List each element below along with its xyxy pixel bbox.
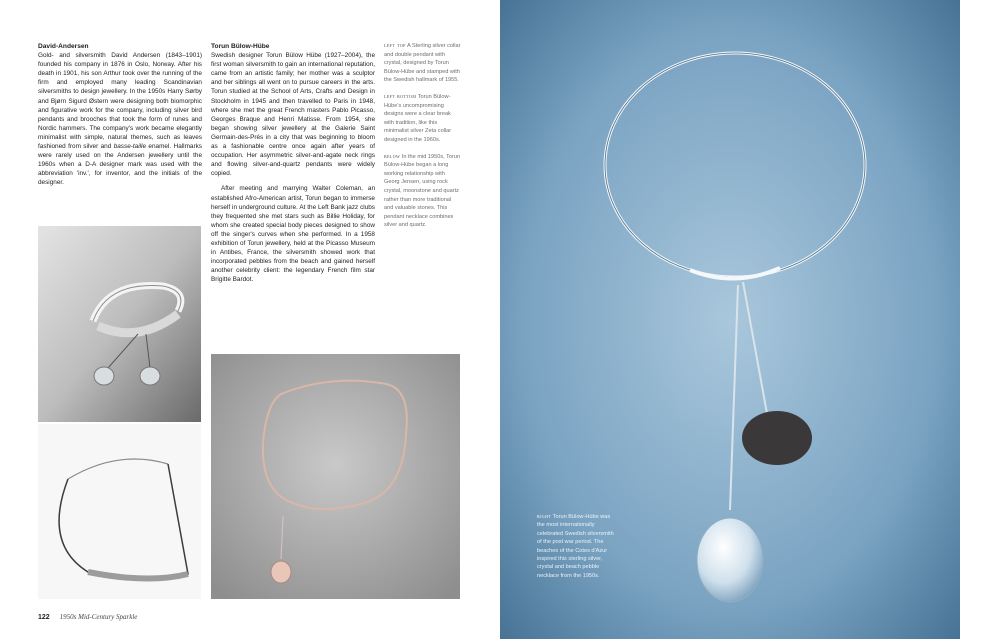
section-heading-torun: Torun Bülow-Hübe xyxy=(211,43,270,50)
caption-text: Torun Bülow-Hübe was the most internationally celebrated Swedish silversmith of the post war period. The beaches of the Cotes d'Azur inspired this sterling silver, crystal and beach pebble necklace from the 1950s. xyxy=(537,514,614,579)
section-heading-david-andersen: David-Andersen xyxy=(38,43,89,50)
torun-paragraph-1: Swedish designer Torun Bülow Hübe (1927–2004), the first woman silversmith to gain an international reputation, came from an artistic family; her mother was a sculptor and her siblings all went on to pursue careers in the arts. Torun studied at the School of Arts, Crafts and Design in Stockholm in 1945 and then travelled to Paris in 1948, where she met the great French masters Pablo Picasso, Georges Braque and Henri Matisse. From 1954, she began showing silver jewellery at the Galerie Saint Germain-des-Prés in a city that was beginning to bloom as a fashionable centre once again after years of occupation. Her asymmetric silver-and-agate neck rings and flowing silver-and-quartz pendants were widely copied. xyxy=(211,52,375,178)
photo-silver-collar-crystal xyxy=(38,226,201,422)
caption-below xyxy=(384,153,462,230)
caption-column xyxy=(384,42,462,233)
caption-lead: below xyxy=(384,153,401,160)
caption-lead: left top xyxy=(384,43,406,49)
right-photo-caption xyxy=(537,513,617,580)
caption-left-top xyxy=(384,42,462,85)
body-text-a: Gold- and silversmith David Andersen (1843–1901) founded his company in 1876 in Oslo, Norway. After his death in 1901, his son Arthur took over the running of the firm and employed many leading Scandinavian silversmiths to design jewellery. In the 1950s Harry Sørby and Bjørn Sigurd Østern were designing both biomorphic and figurative work for the company, including silver bird pendants and brooches that took the form of runes and Nordic hammers. The company's work became elegantly minimalist with simple, natural themes, such as leaves fashioned from silver and xyxy=(38,52,202,151)
david-andersen-body xyxy=(38,51,202,187)
caption-lead: right xyxy=(537,514,552,520)
caption-text: A Sterling silver collar and double pendant with crystal, designed by Torun Bülow-Hübe and stamped with the Swedish hallmark of 1955. xyxy=(384,43,461,84)
photo-pendant-quartz xyxy=(211,354,460,599)
torun-paragraph-2: After meeting and marrying Walter Coleman, an established Afro-American artist, Torun began to immerse herself in underground culture. At the Left Bank jazz clubs they frequented she met stars such as Billie Holiday, for whom she created special body pieces designed to show off the singer's curves when she performed. In a 1958 exhibition of Torun jewellery, held at the Picasso Museum in Antibes, France, the silversmith showed work that incorporated pebbles from the beach and gained herself another celebrity client: the legendary French film star Brigitte Bardot. xyxy=(211,185,375,284)
body-italic-term: basse-taille xyxy=(113,143,147,151)
caption-text: Torun Bülow-Hübe's uncompromising designs were a clear break with tradition, like this minimalist silver Zeta collar designed in the 1960s. xyxy=(384,93,452,143)
page-number: 122 xyxy=(38,614,50,621)
page-footer xyxy=(38,613,137,621)
caption-text: In the mid 1950s, Torun Bülow-Hübe began a long working relationship with Georg Jensen, using rock crystal, moonstone and quartz rather than more traditional and valuable stones. This pendant necklace combines silver and quartz. xyxy=(384,153,461,229)
running-title: 1950s Mid-Century Sparkle xyxy=(59,613,138,621)
david-andersen-column xyxy=(38,42,202,188)
caption-lead: left bottom xyxy=(384,93,417,100)
photo-zeta-collar xyxy=(38,424,201,599)
torun-column xyxy=(211,42,375,284)
body-text-b: enamel. Hallmarks were rarely used on the Andersen jewellery until the 1960s when a D-A designer mark was used with the abbreviation 'inv.', for inventor, and the initials of the designer. xyxy=(38,143,202,187)
caption-left-bottom xyxy=(384,93,462,145)
